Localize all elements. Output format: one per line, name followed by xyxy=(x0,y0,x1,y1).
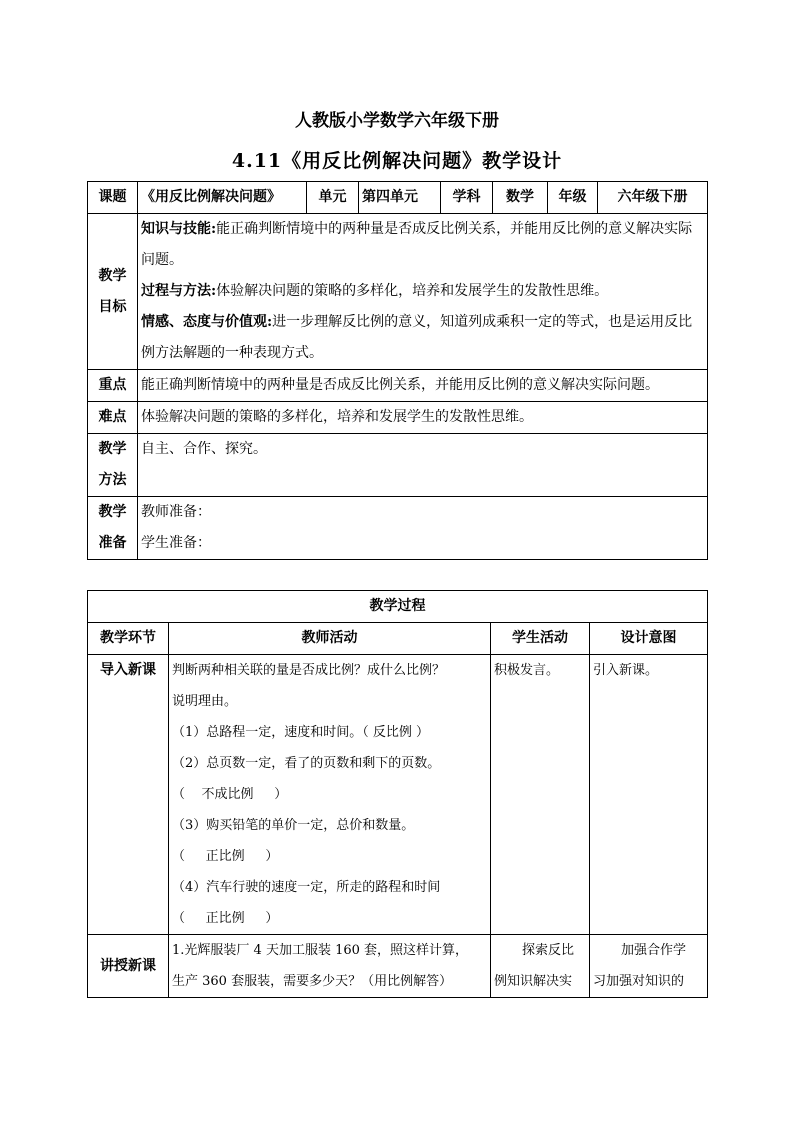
subject-label: 学科 xyxy=(441,182,493,214)
preparation-label: 教学 准备 xyxy=(88,497,138,560)
grade-value: 六年级下册 xyxy=(598,182,708,214)
teacher-preparation: 教师准备： xyxy=(141,504,211,520)
document-title: 人教版小学数学六年级下册 xyxy=(295,111,499,131)
student-activity-cell: 探索反比 例知识解决实 xyxy=(491,935,590,998)
design-intent-cell: 引入新课。 xyxy=(590,655,708,935)
lesson-info-table xyxy=(87,181,708,560)
student-preparation: 学生准备： xyxy=(141,535,211,551)
process-header-row xyxy=(88,623,708,655)
key-points-label: 重点 xyxy=(88,370,138,402)
topic-label: 课题 xyxy=(88,182,138,214)
goals-row xyxy=(88,214,708,370)
difficulties-row xyxy=(88,402,708,434)
table-row xyxy=(88,655,708,935)
stage-cell: 讲授新课 xyxy=(88,935,169,998)
subject-value: 数学 xyxy=(493,182,548,214)
key-points-row xyxy=(88,370,708,402)
stage-cell: 导入新课 xyxy=(88,655,169,935)
difficulties-label: 难点 xyxy=(88,402,138,434)
goals-content xyxy=(138,214,708,370)
teaching-process-table xyxy=(87,590,708,998)
teacher-activity-cell: 判断两种相关联的量是否成比例？成什么比例？ 说明理由。 （1）总路程一定，速度和时间。（ 反比例 ） （2）总页数一定，看了的页数和剩下的页数。 （ 不成比例 ） （3）购买铅笔的单价一定，总价和数量。 （ 正比例 ） （4）汽车行驶的速度一定，所走的路程和时间 （ 正比例 ） xyxy=(169,655,491,935)
grade-label: 年级 xyxy=(548,182,598,214)
teacher-activity-cell: 1.光辉服装厂 4 天加工服装 160 套，照这样计算， 生产 360 套服装，需要多少天？（用比例解答） xyxy=(169,935,491,998)
design-intent-cell: 加强合作学 习加强对知识的 xyxy=(590,935,708,998)
methods-label: 教学 方法 xyxy=(88,434,138,497)
process-title-row xyxy=(88,591,708,623)
col-teacher-header: 教师活动 xyxy=(169,623,491,655)
knowledge-goal: 知识与技能:能正确判断情境中的两种量是否成反比例关系，并能用反比例的意义解决实际问题。 xyxy=(141,221,693,268)
emotion-goal: 情感、态度与价值观:进一步理解反比例的意义，知道列成乘积一定的等式，也是运用反比例方法解题的一种表现方式。 xyxy=(141,314,693,361)
student-activity-cell: 积极发言。 xyxy=(491,655,590,935)
goals-label: 教学 目标 xyxy=(88,214,138,370)
document-subtitle: 4.11《用反比例解决问题》教学设计 xyxy=(231,150,563,172)
table-row xyxy=(88,935,708,998)
process-goal: 过程与方法:体验解决问题的策略的多样化，培养和发展学生的发散性思维。 xyxy=(141,283,609,299)
methods-text: 自主、合作、探究。 xyxy=(138,434,708,497)
process-title: 教学过程 xyxy=(88,591,708,623)
preparation-row xyxy=(88,497,708,560)
col-intent-header: 设计意图 xyxy=(590,623,708,655)
preparation-content xyxy=(138,497,708,560)
header-row xyxy=(88,182,708,214)
key-points-text: 能正确判断情境中的两种量是否成反比例关系，并能用反比例的意义解决实际问题。 xyxy=(138,370,708,402)
topic-value: 《用反比例解决问题》 xyxy=(138,182,307,214)
unit-value: 第四单元 xyxy=(359,182,441,214)
col-stage-header: 教学环节 xyxy=(88,623,169,655)
methods-row xyxy=(88,434,708,497)
col-student-header: 学生活动 xyxy=(491,623,590,655)
difficulties-text: 体验解决问题的策略的多样化，培养和发展学生的发散性思维。 xyxy=(138,402,708,434)
unit-label: 单元 xyxy=(307,182,359,214)
